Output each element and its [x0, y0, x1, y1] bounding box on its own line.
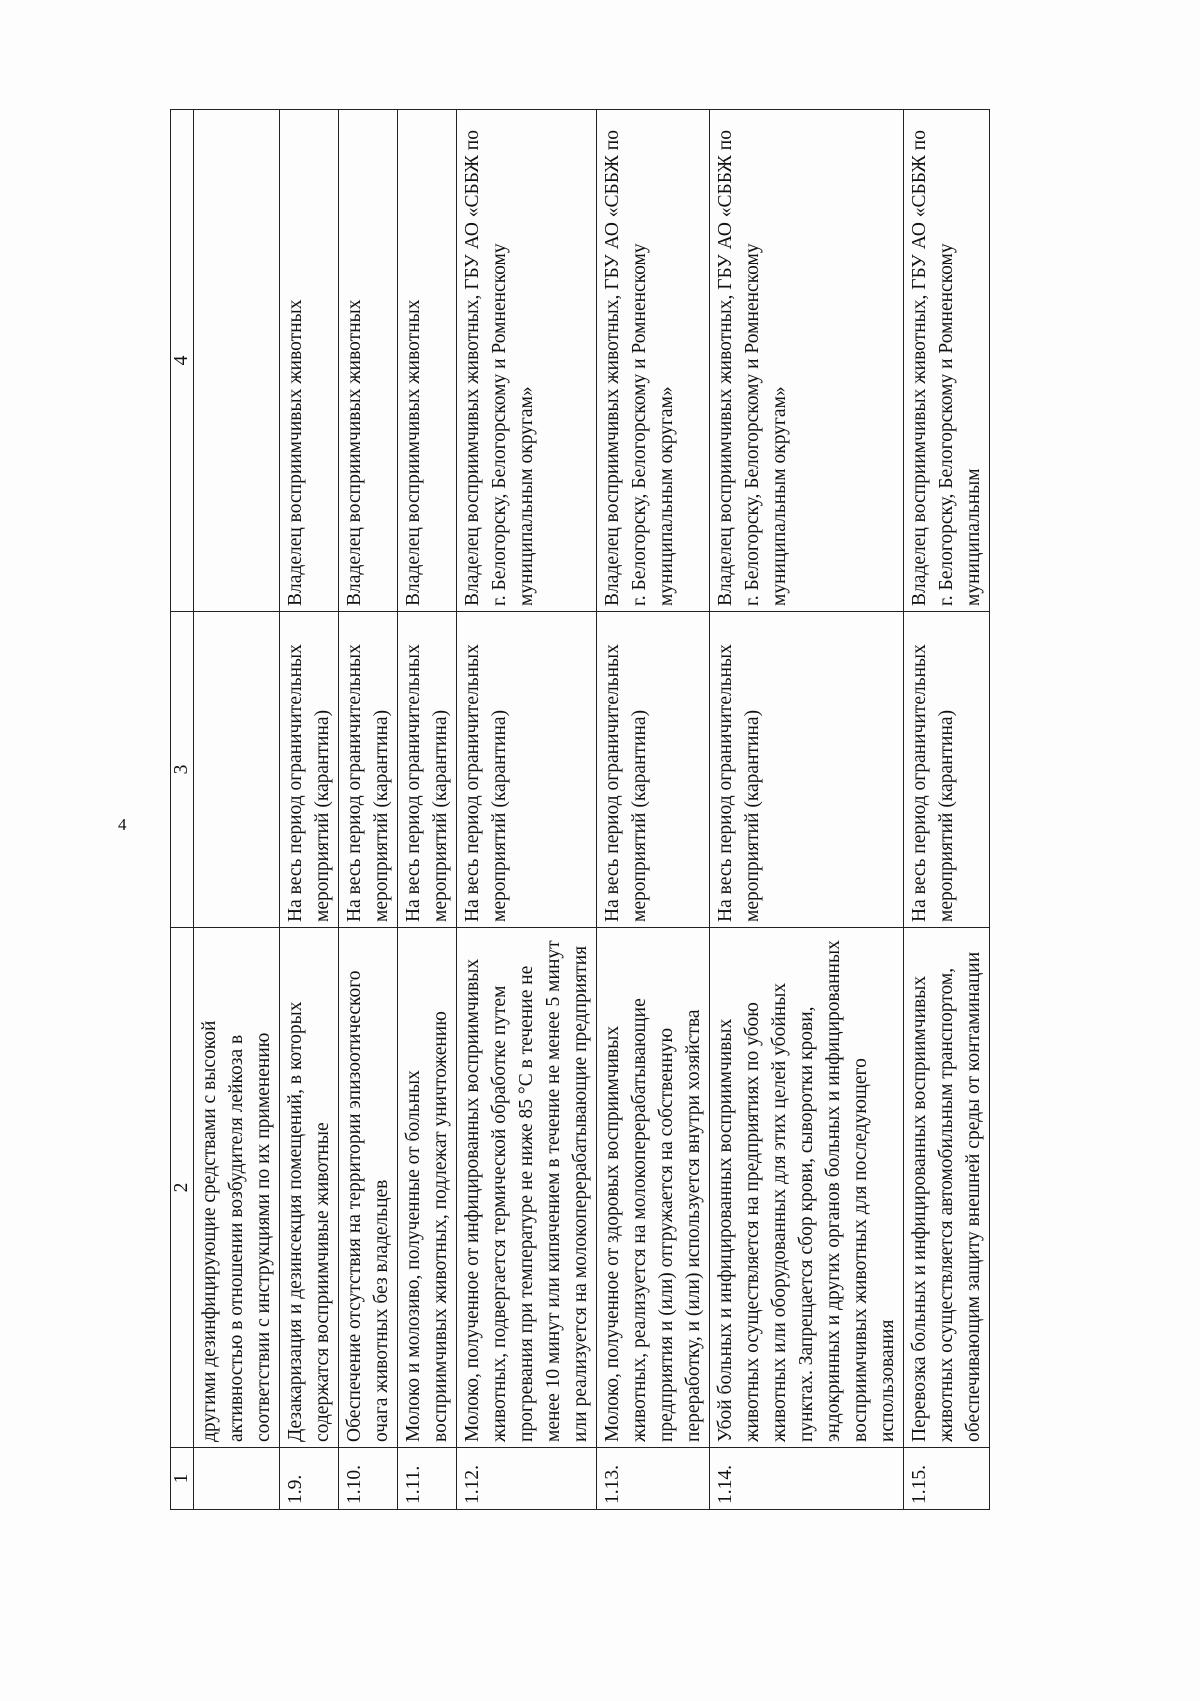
- measure-text: другими дезинфицирующие средствами с высокой активностью в отношении возбудителя лейкоза в соответствии с инструкциями по их применению: [194, 928, 280, 1448]
- header-cell-1: 1: [171, 1448, 194, 1510]
- rotated-page-area: [170, 110, 1070, 1510]
- responsible-text: [194, 110, 280, 612]
- measure-text: Обеспечение отсутствия на территории эпизоотического очага животных без владельцев: [339, 928, 398, 1448]
- document-body: [170, 110, 1070, 1510]
- responsible-text: Владелец восприимчивых животных, ГБУ АО «СББЖ по г. Белогорску, Белогорскому и Ромненскому муниципальным округам»: [710, 110, 904, 612]
- term-text: На весь период ограничительных мероприятий (карантина): [457, 612, 597, 928]
- responsible-text: Владелец восприимчивых животных: [339, 110, 398, 612]
- responsible-text: Владелец восприимчивых животных, ГБУ АО «СББЖ по г. Белогорску, Белогорскому и Ромненскому муниципальным округам»: [597, 110, 710, 612]
- row-number: 1.11.: [398, 1448, 457, 1510]
- table-row: [398, 110, 457, 1510]
- responsible-text: Владелец восприимчивых животных: [398, 110, 457, 612]
- header-cell-2: 2: [171, 928, 194, 1448]
- row-number: [194, 1448, 280, 1510]
- row-number: 1.14.: [710, 1448, 904, 1510]
- measure-text: Молоко и молозиво, полученные от больных восприимчивых животных, подлежат уничтожению: [398, 928, 457, 1448]
- responsible-text: Владелец восприимчивых животных, ГБУ АО «СББЖ по г. Белогорску, Белогорскому и Ромненскому муниципальным: [904, 110, 990, 612]
- table-row: [339, 110, 398, 1510]
- table-row: [597, 110, 710, 1510]
- row-number: 1.9.: [280, 1448, 339, 1510]
- row-number: 1.12.: [457, 1448, 597, 1510]
- term-text: На весь период ограничительных мероприятий (карантина): [398, 612, 457, 928]
- measure-text: Перевозка больных и инфицированных восприимчивых животных осуществляется автомобильным транспортом, обеспечивающим защиту внешней среды от контаминации: [904, 928, 990, 1448]
- measure-text: Молоко, полученное от здоровых восприимчивых животных, реализуется на молокоперерабатывающие предприятия и (или) отгружается на собственную переработку, и (или) используется внутри хозяйства: [597, 928, 710, 1448]
- measures-table: [170, 109, 990, 1510]
- measure-text: Дезакаризация и дезинсекция помещений, в которых содержатся восприимчивые животные: [280, 928, 339, 1448]
- responsible-text: Владелец восприимчивых животных: [280, 110, 339, 612]
- term-text: На весь период ограничительных мероприятий (карантина): [280, 612, 339, 928]
- responsible-text: Владелец восприимчивых животных, ГБУ АО «СББЖ по г. Белогорску, Белогорскому и Ромненскому муниципальным округам»: [457, 110, 597, 612]
- term-text: На весь период ограничительных мероприятий (карантина): [339, 612, 398, 928]
- table-row: [194, 110, 280, 1510]
- row-number: 1.15.: [904, 1448, 990, 1510]
- page-number: 4: [118, 815, 127, 834]
- term-text: На весь период ограничительных мероприятий (карантина): [904, 612, 990, 928]
- header-cell-3: 3: [171, 612, 194, 928]
- row-number: 1.10.: [339, 1448, 398, 1510]
- term-text: На весь период ограничительных мероприятий (карантина): [597, 612, 710, 928]
- header-cell-4: 4: [171, 110, 194, 612]
- measure-text: Молоко, полученное от инфицированных восприимчивых животных, подвергается термической обработке путем прогревания при температуре не ниже 85 °С в течение не менее 10 минут или кипячением в течение не менее 5 минут или реализуется на молокоперерабатывающие предприятия: [457, 928, 597, 1448]
- table-row: [457, 110, 597, 1510]
- table-header-row: [171, 110, 194, 1510]
- term-text: На весь период ограничительных мероприятий (карантина): [710, 612, 904, 928]
- measure-text: Убой больных и инфицированных восприимчивых животных осуществляется на предприятиях по убою животных или оборудованных для этих целей убойных пунктах. Запрещается сбор крови, сыворотки крови, эндокринных и других органов больных и инфицированных восприимчивых животных для последующего использования: [710, 928, 904, 1448]
- table-row: [280, 110, 339, 1510]
- table-row: [710, 110, 904, 1510]
- term-text: [194, 612, 280, 928]
- row-number: 1.13.: [597, 1448, 710, 1510]
- table-row: [904, 110, 990, 1510]
